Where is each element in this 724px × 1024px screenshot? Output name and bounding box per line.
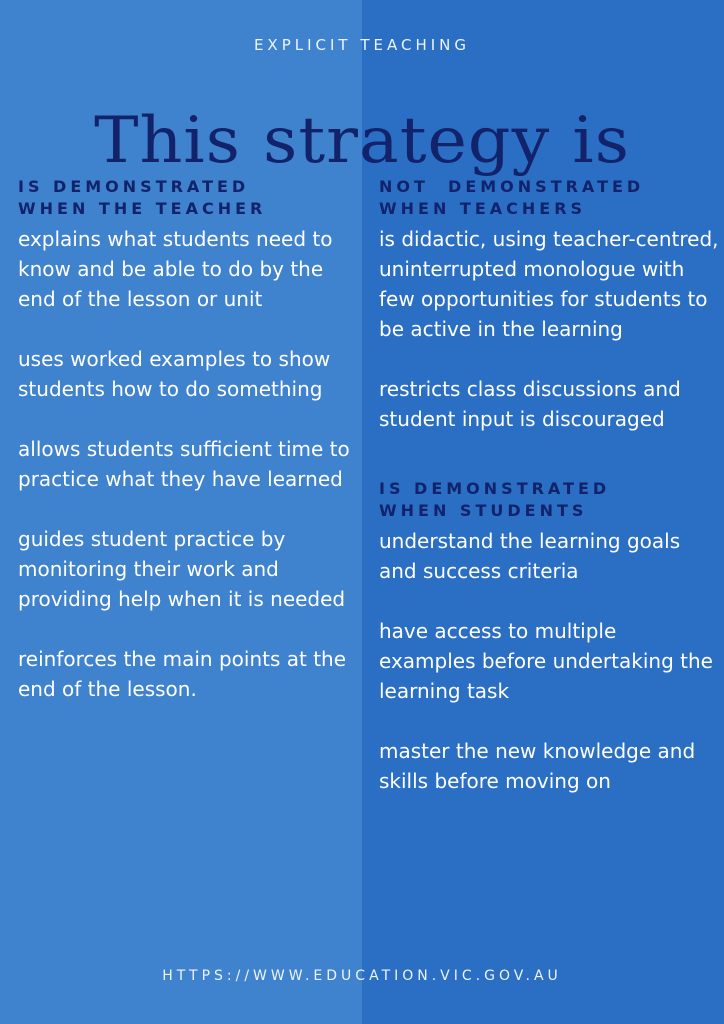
list-item: is didactic, using teacher-centred, uninterrupted monologue with few opportunities for students to be active in the learning: [379, 227, 719, 341]
students-demonstrated-list: [379, 526, 719, 796]
list-item: uses worked examples to show students how to do something: [18, 347, 331, 401]
list-item: explains what students need to know and be able to do by the end of the lesson or unit: [18, 227, 333, 311]
not-demonstrated-heading: [379, 176, 719, 220]
teacher-demonstrated-column: [18, 176, 366, 704]
list-item: have access to multiple examples before undertaking the learning task: [379, 619, 713, 703]
list-item: master the new knowledge and skills before moving on: [379, 739, 696, 793]
heading-line: WHEN THE TEACHER: [18, 199, 267, 218]
students-demonstrated-heading: [379, 478, 719, 522]
list-item: guides student practice by monitoring their work and providing help when it is needed: [18, 527, 346, 611]
not-demonstrated-list: [379, 224, 719, 434]
heading-line: IS DEMONSTRATED: [379, 479, 611, 498]
heading-line: WHEN TEACHERS: [379, 199, 587, 218]
poster-headline: This strategy is: [94, 103, 630, 178]
heading-line: IS DEMONSTRATED: [18, 177, 250, 196]
heading-line: WHEN STUDENTS: [379, 501, 588, 520]
teacher-demonstrated-heading: [18, 176, 366, 220]
list-item: reinforces the main points at the end of the lesson.: [18, 647, 347, 701]
footer-url: HTTPS://WWW.EDUCATION.VIC.GOV.AU: [162, 968, 562, 984]
list-item: understand the learning goals and success criteria: [379, 529, 681, 583]
teacher-demonstrated-list: [18, 224, 366, 704]
poster-overline: EXPLICIT TEACHING: [253, 36, 471, 54]
not-demonstrated-column: [379, 176, 719, 796]
heading-line: NOT DEMONSTRATED: [379, 177, 645, 196]
list-item: restricts class discussions and student input is discouraged: [379, 377, 681, 431]
list-item: allows students sufficient time to practice what they have learned: [18, 437, 350, 491]
